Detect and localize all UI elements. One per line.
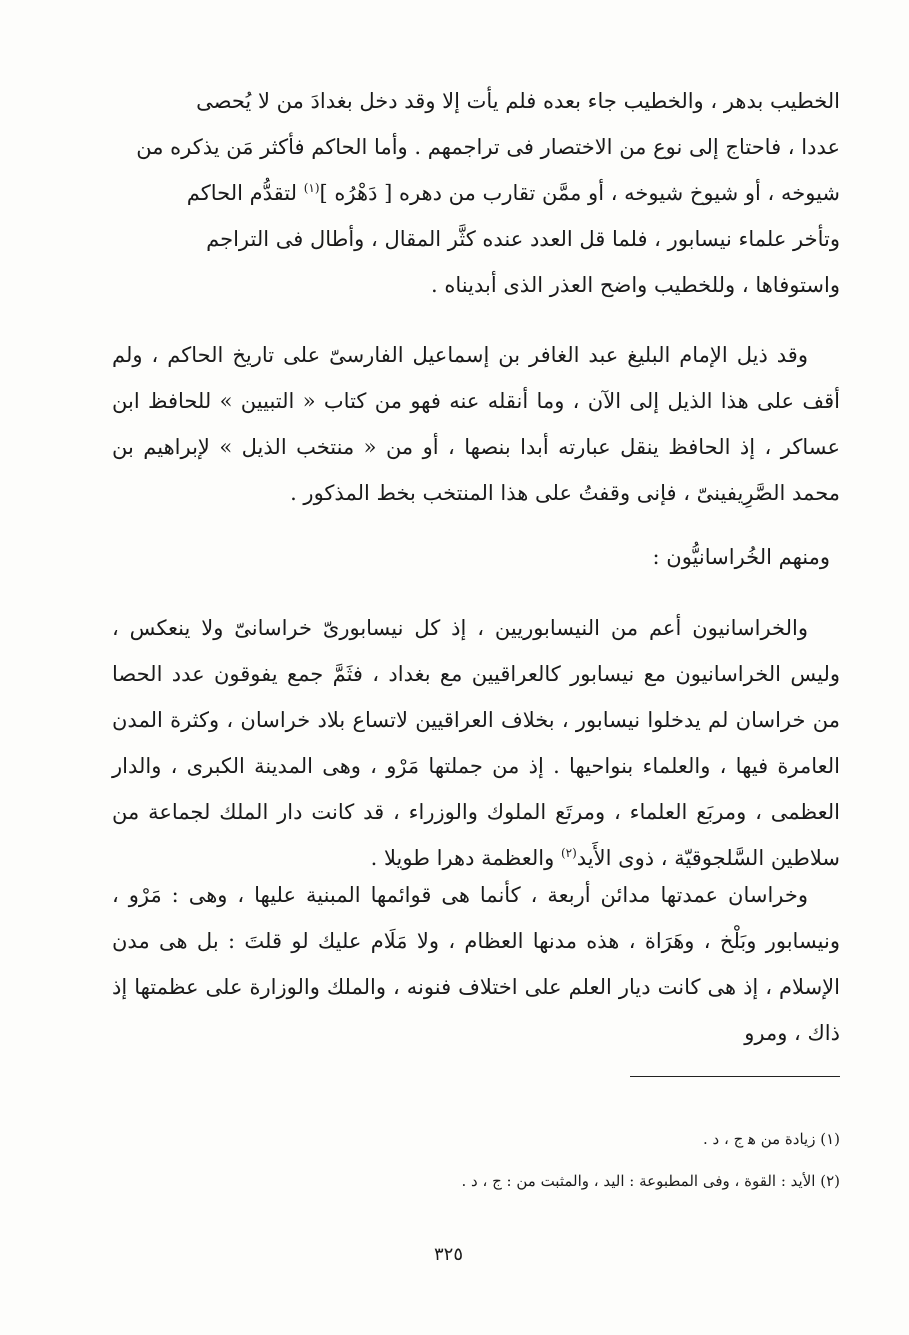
p1-line-2: عددا ، فاحتاج إلى نوع من الاختصار فى تراجمهم . وأما الحاكم فأكثر مَن يذكره من (136, 135, 840, 159)
footnote-divider (630, 1076, 840, 1077)
paragraph-4: وخراسان عمدتها مدائن أربعة ، كأنما هى قوائمها المبنية عليها ، وهى : مَرْو ، ونيسابور وبَلْخ ، وهَرَاة ، هذه مدنها العظام ، ولا مَلَام عليك لو قلتَ : بل هى مدن الإسلام ، إذ هى كانت ديار العلم على اختلاف فنونه ، والملك والوزارة على عظمتها إذ ذاك ، ومرو (112, 883, 840, 1045)
p1-line-3: شيوخه ، أو شيوخ شيوخه ، أو ممَّن تقارب من دهره [ دَهْرُه ] (319, 181, 840, 205)
section-heading: ومنهم الخُراسانيُّون : (652, 545, 830, 569)
page-number: ٣٢٥ (434, 1244, 464, 1265)
p3-text-tail: والعظمة دهرا طويلا . (370, 846, 561, 870)
p1-line-5: واستوفاها ، وللخطيب واضح العذر الذى أبديناه . (431, 273, 840, 297)
footnote-2: (٢) الأيد : القوة ، وفى المطبوعة : اليد ، والمثبت من : ج ، د . (461, 1172, 840, 1190)
p1-line-3-tail: لتقدُّم الحاكم (186, 181, 304, 205)
paragraph-3 (112, 605, 840, 881)
footnote-ref-2: (٢) (560, 846, 577, 860)
p1-line-1: الخطيب بدهر ، والخطيب جاء بعده فلم يأت إلا وقد دخل بغدادَ من لا يُحصى (196, 89, 840, 113)
footnote-ref-1: (١) (303, 181, 320, 195)
p3-text: والخراسانيون أعم من النيسابوريين ، إذ كل نيسابورىّ خراسانىّ ولا ينعكس ، وليس الخراسانيون مع نيسابور كالعراقيين مع بغداد ، فثَمَّ جمع يفوقون عدد الحصا من خراسان لم يدخلوا نيسابور ، بخلاف العراقيين لاتساع بلاد خراسان ، وكثرة المدن العامرة فيها ، والعلماء بنواحيها . إذ من جملتها مَرْو ، وهى المدينة الكبرى ، والدار العظمى ، ومربَع العلماء ، ومرتَع الملوك والوزراء ، قد كانت دار الملك لجماعة من سلاطين السَّلجوقيّة ، ذوى الأَيد (112, 616, 840, 870)
paragraph-1 (112, 78, 840, 308)
p1-line-4: وتأخر علماء نيسابور ، فلما قل العدد عنده كثَّر المقال ، وأطال فى التراجم (206, 227, 840, 251)
footnote-1: (١) زيادة من ﻫ ج ، د . (702, 1130, 840, 1148)
paragraph-2: وقد ذيل الإمام البليغ عبد الغافر بن إسماعيل الفارسىّ على تاريخ الحاكم ، ولم أقف على هذا الذيل إلى الآن ، وما أنقله عنه فهو من كتاب « التبيين » للحافظ ابن عساكر ، إذ الحافظ ينقل عبارته أبدا بنصها ، أو من « منتخب الذيل » لإبراهيم بن محمد الصَّرِيفينىّ ، فإنى وقفتُ على هذا المنتخب بخط المذكور . (112, 343, 840, 505)
